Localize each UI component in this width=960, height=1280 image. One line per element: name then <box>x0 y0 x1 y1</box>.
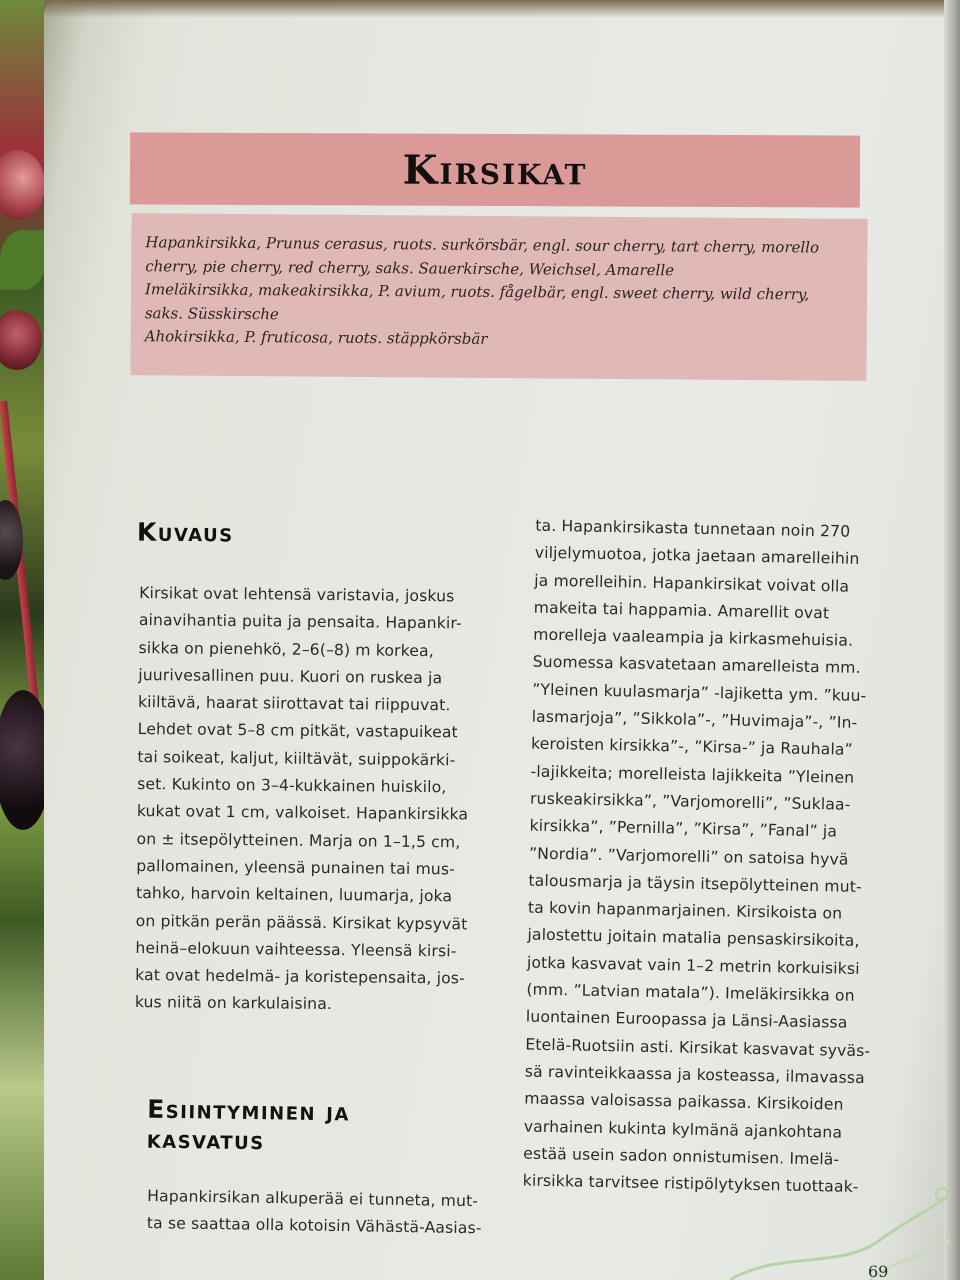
species-names-box <box>130 213 867 381</box>
text-line: Hapankirsikan alkuperää ei tunneta, mut- <box>147 1187 479 1211</box>
text-line: heinä–elokuun vaihteessa. Yleensä kirsi- <box>135 938 457 961</box>
cherry-leaf <box>0 230 46 290</box>
text-line: ainavihantia puita ja pensaita. Hapankir- <box>138 611 462 633</box>
text-line: varhainen kukinta kylmänä ajankohtana <box>523 1117 843 1142</box>
text-line: set. Kukinto on 3–4-kukkainen huiskilo, <box>137 775 447 797</box>
page-number: 69 <box>868 1262 889 1280</box>
text-line: juurivesallinen puu. Kuori on ruskea ja <box>138 665 443 688</box>
text-line: pallomainen, yleensä punainen tai mus- <box>136 856 456 879</box>
book-right-edge <box>944 0 960 1280</box>
text-line: kirsikka”, ”Pernilla”, ”Kirsa”, ”Fanal” ja <box>529 816 838 841</box>
text-line: (mm. ”Latvian matala”). Imeläkirsikka on <box>526 980 855 1005</box>
left-column-text <box>135 580 520 1021</box>
text-line: talousmarja ja täysin itsepölytteinen mut- <box>528 871 862 896</box>
page-title: Kirsikat <box>402 146 588 194</box>
text-line: ta se saattaa olla kotoisin Vähästä-Aasias- <box>146 1214 482 1238</box>
text-line: ta kovin hapanmarjainen. Kirsikoista on <box>527 898 843 923</box>
text-line: maassa valoisassa paikassa. Kirsikoiden <box>524 1089 844 1114</box>
text-line: viljelymuotoa, jotka jaetaan amarelleihin <box>534 543 860 569</box>
text-line: Suomessa kasvatetaan amarelleista mm. <box>532 653 861 678</box>
text-line: jalostettu joitain matalia pensaskirsikoita, <box>527 926 860 951</box>
text-line: Kirsikat ovat lehtensä varistavia, joskus <box>139 584 455 606</box>
text-line: morelleja vaaleampia ja kirkasmehuisia. <box>533 625 854 650</box>
species-names-line: Ahokirsikka, P. fruticosa, ruots. stäppkörsbär <box>144 327 488 348</box>
section-heading-esiintyminen <box>147 1095 351 1158</box>
text-line: sä ravinteikkaassa ja kosteassa, ilmavassa <box>524 1062 865 1088</box>
text-line: keroisten kirsikka”-, ”Kirsa-” ja Rauhala” <box>530 734 854 760</box>
text-line: ta. Hapankirsikasta tunnetaan noin 270 <box>535 516 851 541</box>
text-line: kat ovat hedelmä- ja koristepensaita, jos- <box>135 966 465 988</box>
species-names-line: saks. Süsskirsche <box>144 303 279 323</box>
section-heading-kuvaus: Kuvaus <box>136 517 234 548</box>
title-banner <box>130 132 860 207</box>
text-line: ”Nordia”. ”Varjomorelli” on satoisa hyvä <box>528 844 849 869</box>
text-line: estää usein sadon onnistumisen. Imelä- <box>523 1144 840 1169</box>
text-line: ruskeakirsikka”, ”Varjomorelli”, ”Suklaa- <box>529 789 851 814</box>
text-line: kirsikka tarvitsee ristipölytyksen tuottaak- <box>522 1171 859 1197</box>
text-line: makeita tai happamia. Amarellit ovat <box>533 598 830 623</box>
text-line: ”Yleinen kuulasmarja” -lajiketta ym. ”kuu- <box>532 680 867 705</box>
text-line: tahko, harvoin keltainen, luumarja, joka <box>135 884 453 906</box>
heading-line: kasvatus <box>146 1124 265 1156</box>
species-names-line: Hapankirsikka, Prunus cerasus, ruots. surkörsbär, engl. sour cherry, tart cherry, morello <box>145 233 820 257</box>
text-line: luontainen Euroopassa ja Länsi-Aasiassa <box>525 1007 848 1033</box>
text-line: jotka kasvavat vain 1–2 metrin korkuisiksi <box>526 953 860 978</box>
text-line: ja morelleihin. Hapankirsikat voivat olla <box>534 571 850 596</box>
text-line: tai soikeat, kaljut, kiiltävät, suippokärki- <box>137 747 456 770</box>
text-line: lasmarjoja”, ”Sikkola”-, ”Huvimaja”-, ”In- <box>531 707 858 732</box>
decorative-swirl <box>720 1180 960 1280</box>
text-line: on pitkän perän päässä. Kirsikat kypsyvät <box>135 911 468 934</box>
right-column-text <box>522 513 890 1202</box>
page-edge-shadow <box>44 0 960 18</box>
text-line: Lehdet ovat 5–8 cm pitkät, vastapuikeat <box>137 720 458 742</box>
species-names-line: cherry, pie cherry, red cherry, saks. Sauerkirsche, Weichsel, Amarelle <box>145 256 675 279</box>
text-line: kiiltävä, haarat siirottavat tai riippuvat. <box>137 693 451 715</box>
left-column-text-2 <box>147 1183 528 1244</box>
text-line: -lajikkeita; morelleista lajikkeita ”Yleinen <box>530 762 855 787</box>
text-line: sikka on pienehkö, 2–6(–8) m korkea, <box>138 638 434 660</box>
cherry-fruit <box>0 150 45 220</box>
cherry-fruit <box>0 310 42 370</box>
text-line: on ± itsepölytteinen. Marja on 1–1,5 cm, <box>136 829 461 852</box>
text-line: Etelä-Ruotsiin asti. Kirsikat kasvavat syväs- <box>525 1035 871 1060</box>
species-names-line: Imeläkirsikka, makeakirsikka, P. avium, ruots. fågelbär, engl. sweet cherry, wild cherry, <box>144 280 810 304</box>
text-line: kus niitä on karkulaisina. <box>134 993 333 1014</box>
text-line: kukat ovat 1 cm, valkoiset. Hapankirsikka <box>136 802 469 824</box>
heading-line: Esiintyminen ja <box>147 1094 351 1127</box>
